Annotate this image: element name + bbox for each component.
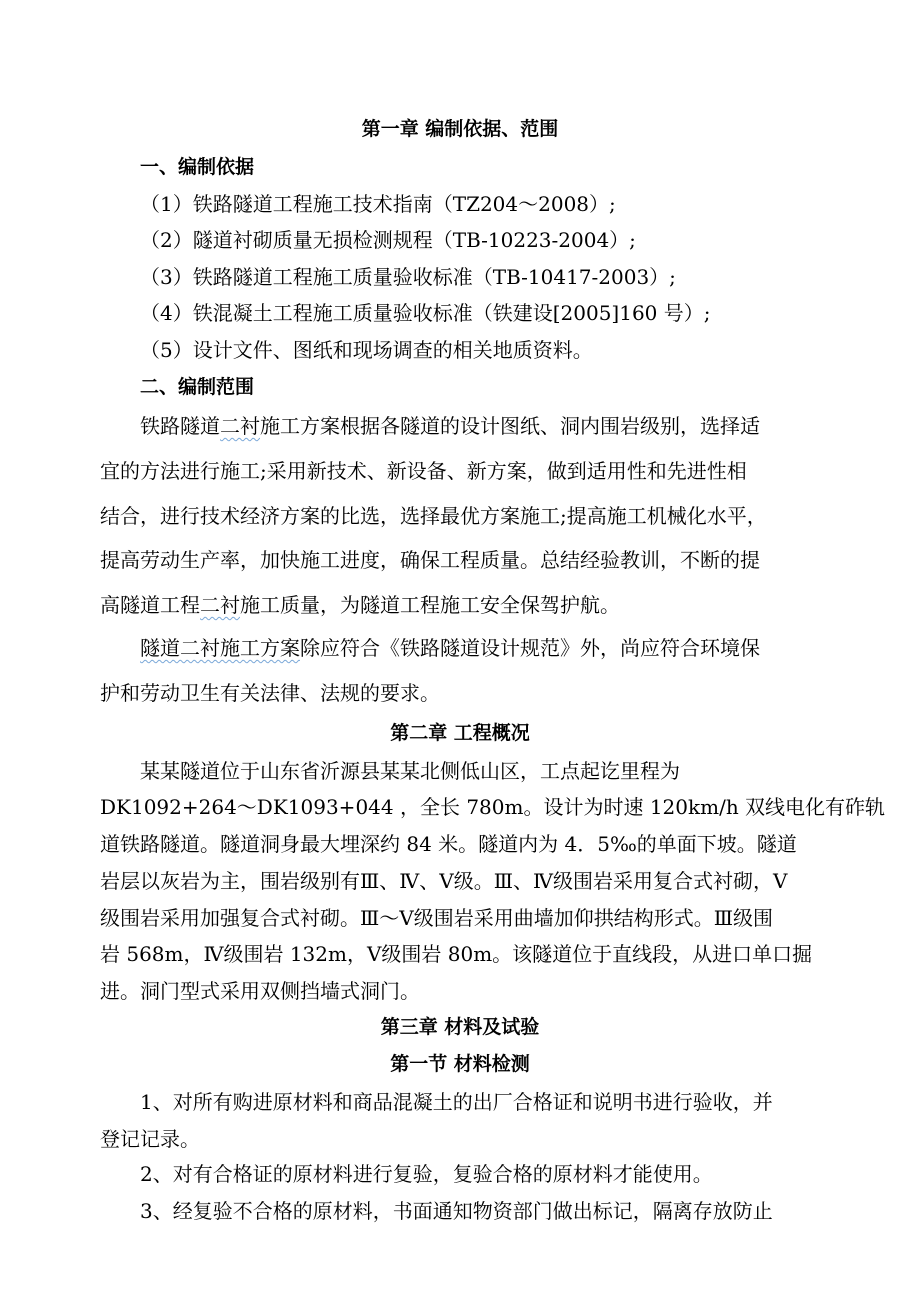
scope-para1-line5 (100, 591, 620, 619)
scope-para1-line3: 结合，进行技术经济方案的比选，选择最优方案施工;提高施工机械化水平， (100, 504, 767, 528)
material-item-3: 3、经复验不合格的原材料，书面通知物资部门做出标记，隔离存放防止 (140, 1199, 773, 1223)
scope-para1-line2: 宜的方法进行施工;采用新技术、新设备、新方案，做到适用性和先进性相 (100, 459, 747, 483)
section-scope-title: 二、编制范围 (140, 376, 255, 398)
material-item-1: 1、对所有购进原材料和商品混凝土的出厂合格证和说明书进行验收，并 (140, 1090, 773, 1114)
overview-line-6: 岩 568m，Ⅳ级围岩 132m，Ⅴ级围岩 80m。该隧道位于直线段，从进口单口掘 (100, 942, 813, 966)
overview-line-4: 岩层以灰岩为主，围岩级别有Ⅲ、Ⅳ、Ⅴ级。Ⅲ、Ⅳ级围岩采用复合式衬砌，Ⅴ (100, 869, 788, 893)
chapter1-title: 第一章 编制依据、范围 (361, 118, 559, 140)
overview-line-1: 某某隧道位于山东省沂源县某某北侧低山区，工点起讫里程为 (140, 759, 680, 783)
chapter3-title: 第三章 材料及试验 (380, 1016, 540, 1038)
section-material-test-title: 第一节 材料检测 (390, 1053, 530, 1075)
basis-item-5: （5）设计文件、图纸和现场调查的相关地质资料。 (140, 338, 593, 362)
overview-line-3: 道铁路隧道。隧道洞身最大埋深约 84 米。隧道内为 4．5‰的单面下坡。隧道 (100, 832, 797, 856)
scope-text: 铁路隧道 (140, 414, 220, 438)
scope-para1-line4: 提高劳动生产率，加快施工进度，确保工程质量。总结经验教训，不断的提 (100, 548, 760, 572)
scope-text: 高隧道工程 (100, 593, 200, 617)
scope-para1-line1 (140, 412, 760, 440)
grammar-underlined-text: 二衬 (220, 414, 260, 438)
overview-line-7: 进。洞门型式采用双侧挡墙式洞门。 (100, 979, 420, 1003)
scope-text: 施工方案根据各隧道的设计图纸、洞内围岩级别，选择适 (260, 414, 760, 438)
scope-para2-line2: 护和劳动卫生有关法律、法规的要求。 (100, 681, 440, 705)
grammar-underlined-text: 隧道二衬施工方案 (140, 636, 300, 660)
scope-para2-line1 (140, 634, 760, 662)
material-item-1-cont: 登记记录。 (100, 1127, 200, 1151)
overview-line-2: DK1092+264～DK1093+044 ，全长 780m。设计为时速 120km/h 双线电化有砟轨 (100, 795, 886, 819)
scope-text: 施工质量，为隧道工程施工安全保驾护航。 (240, 593, 620, 617)
overview-line-5: 级围岩采用加强复合式衬砌。Ⅲ～Ⅴ级围岩采用曲墙加仰拱结构形式。Ⅲ级围 (100, 906, 774, 930)
material-item-2: 2、对有合格证的原材料进行复验，复验合格的原材料才能使用。 (140, 1162, 713, 1186)
section-basis-title: 一、编制依据 (140, 156, 255, 178)
basis-item-2: （2）隧道衬砌质量无损检测规程（TB-10223-2004）; (140, 228, 636, 252)
basis-item-4: （4）铁混凝土工程施工质量验收标准（铁建设[2005]160 号）; (140, 301, 711, 325)
basis-item-3: （3）铁路隧道工程施工质量验收标准（TB-10417-2003）; (140, 265, 676, 289)
basis-item-1: （1）铁路隧道工程施工技术指南（TZ204～2008）; (140, 192, 616, 216)
chapter2-title: 第二章 工程概况 (390, 722, 530, 744)
grammar-underlined-text: 二衬 (200, 593, 240, 617)
scope-text: 除应符合《铁路隧道设计规范》外，尚应符合环境保 (300, 636, 760, 660)
